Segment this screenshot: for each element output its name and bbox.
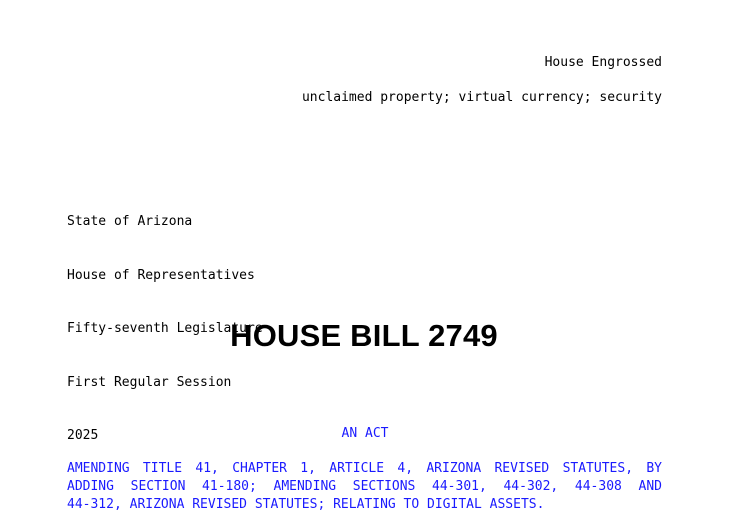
act-description: [67, 460, 662, 514]
act-description-line: 44-312, ARIZONA REVISED STATUTES; RELATING TO DIGITAL ASSETS.: [67, 497, 545, 512]
act-description-line: ADDING SECTION 41-180; AMENDING SECTIONS 44-301, 44-302, 44-308 AND: [67, 479, 662, 494]
session-name: First Regular Session: [67, 374, 232, 390]
state-name: State of Arizona: [67, 214, 193, 229]
chamber-name: House of Representatives: [67, 267, 255, 283]
legislature-number: Fifty-seventh Legislature: [67, 321, 263, 337]
act-heading: AN ACT: [341, 426, 389, 441]
bill-title: HOUSE BILL 2749: [230, 318, 498, 353]
session-year: 2025: [67, 428, 99, 444]
bill-subject-line: unclaimed property; virtual currency; security: [301, 90, 662, 105]
act-description-line: AMENDING TITLE 41, CHAPTER 1, ARTICLE 4, ARIZONA REVISED STATUTES, BY: [67, 461, 662, 476]
engrossed-label: House Engrossed: [544, 55, 662, 70]
